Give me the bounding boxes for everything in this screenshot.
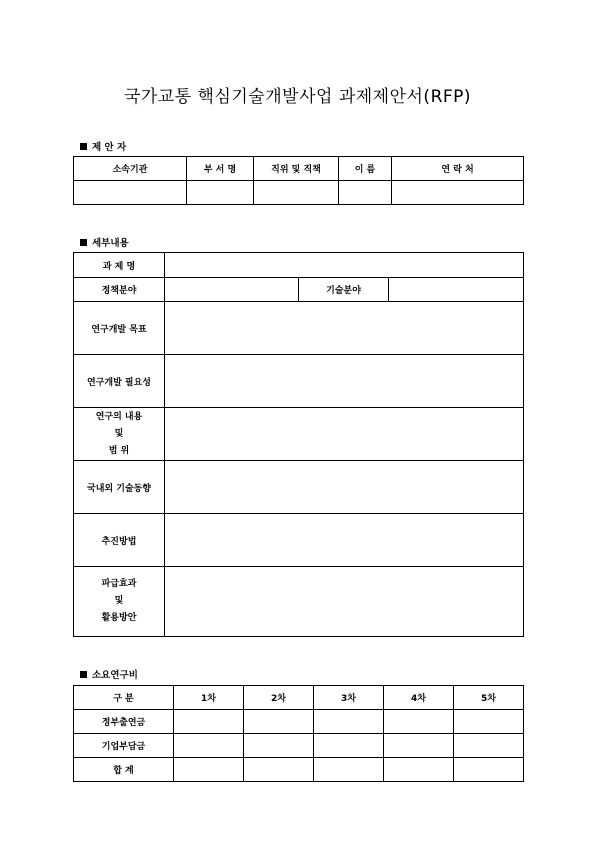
trend-label: 국내외 기술동향 [74,461,165,514]
budget-cell[interactable] [454,758,524,782]
budget-cell[interactable] [244,734,314,758]
budget-heading-text: 소요연구비 [92,670,138,681]
header-position: 직위 및 직책 [254,157,339,181]
position-cell[interactable] [254,181,339,205]
budget-cell[interactable] [314,710,384,734]
budget-cell[interactable] [384,758,454,782]
content-scope-cell[interactable] [165,408,524,461]
budget-cell[interactable] [454,734,524,758]
row-label-government: 정부출연금 [74,710,174,734]
budget-cell[interactable] [244,758,314,782]
effect-label-line2: 및 [114,596,124,606]
content-label-line2: 및 [114,428,124,439]
row-label-company: 기업부담금 [74,734,174,758]
header-year3: 3차 [314,686,384,710]
method-cell[interactable] [165,514,524,567]
affiliation-cell[interactable] [74,181,187,205]
budget-cell[interactable] [314,758,384,782]
budget-cell[interactable] [314,734,384,758]
budget-cell[interactable] [174,710,244,734]
row-label-total: 합 계 [74,758,174,782]
budget-cell[interactable] [384,710,454,734]
policy-field-cell[interactable] [165,278,299,302]
header-contact: 연 락 처 [392,157,524,181]
budget-cell[interactable] [244,710,314,734]
document-title: 국가교통 핵심기술개발사업 과제제안서(RFP) [123,87,472,107]
details-table [73,252,524,637]
header-department: 부 서 명 [187,157,254,181]
bullet-square-icon [80,671,87,678]
proposer-heading-text: 제 안 자 [92,142,127,153]
content-label-line3: 범 위 [108,445,130,456]
details-heading-text: 세부내용 [92,238,129,249]
necessity-label: 연구개발 필요성 [74,355,165,408]
method-label: 추진방법 [74,514,165,567]
budget-cell[interactable] [174,734,244,758]
department-cell[interactable] [187,181,254,205]
header-category: 구 분 [74,686,174,710]
header-name: 이 름 [339,157,392,181]
goal-cell[interactable] [165,302,524,355]
goal-label: 연구개발 목표 [74,302,165,355]
trend-cell[interactable] [165,461,524,514]
budget-cell[interactable] [174,758,244,782]
proposer-section-heading [80,139,126,153]
budget-cell[interactable] [384,734,454,758]
header-year5: 5차 [454,686,524,710]
budget-section-heading [80,667,138,681]
effect-label-line1: 파급효과 [101,579,137,589]
effect-label-line3: 활용방안 [101,613,137,623]
necessity-cell[interactable] [165,355,524,408]
budget-table [73,685,524,782]
content-label-line1: 연구의 내용 [95,411,143,422]
task-name-cell[interactable] [165,253,524,278]
header-year4: 4차 [384,686,454,710]
budget-cell[interactable] [454,710,524,734]
header-year1: 1차 [174,686,244,710]
effect-cell[interactable] [165,567,524,637]
proposer-table [73,156,524,205]
content-scope-label [74,408,165,461]
tech-field-label: 기술분야 [299,278,389,302]
contact-cell[interactable] [392,181,524,205]
header-affiliation: 소속기관 [74,157,187,181]
task-name-label: 과 제 명 [74,253,165,278]
header-year2: 2차 [244,686,314,710]
effect-label [74,567,165,637]
bullet-square-icon [80,239,87,246]
tech-field-cell[interactable] [389,278,524,302]
policy-field-label: 정책분야 [74,278,165,302]
name-cell[interactable] [339,181,392,205]
details-section-heading [80,235,129,249]
bullet-square-icon [80,143,87,150]
